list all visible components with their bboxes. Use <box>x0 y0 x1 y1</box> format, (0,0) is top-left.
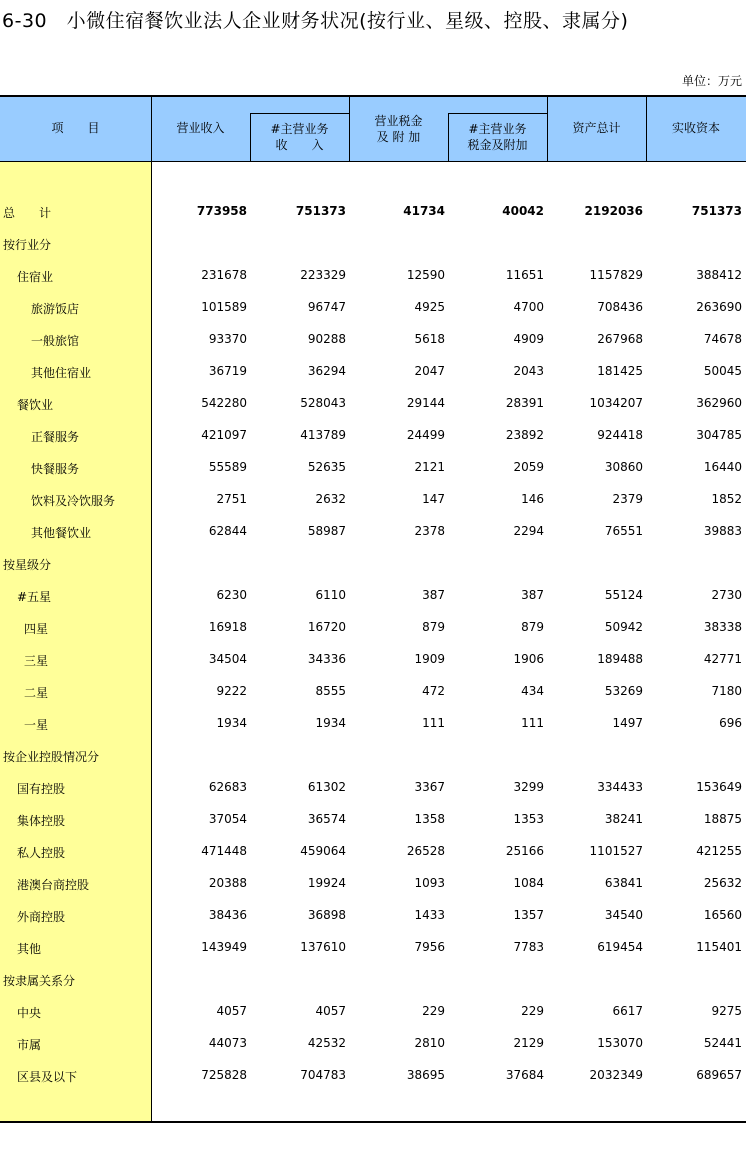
table-cell: 223329 <box>300 268 346 282</box>
row-label: 港澳台商控股 <box>17 878 90 892</box>
table-cell: 42532 <box>307 1036 346 1050</box>
row-label: 四星 <box>24 622 49 636</box>
table-cell: 751373 <box>295 204 346 218</box>
table-cell: 2751 <box>216 492 247 506</box>
table-cell: 6617 <box>612 1004 643 1018</box>
table-bottom-border <box>0 1121 746 1123</box>
table-cell: 76551 <box>604 524 643 538</box>
table-cell: 52441 <box>703 1036 742 1050</box>
table-cell: 2047 <box>414 364 445 378</box>
table-cell: 146 <box>521 492 544 506</box>
table-cell: 9222 <box>216 684 247 698</box>
table-cell: 50942 <box>604 620 643 634</box>
table-cell: 229 <box>422 1004 445 1018</box>
header-item: 项 目 <box>51 121 100 135</box>
table-cell: 1909 <box>414 652 445 666</box>
column-divider <box>151 95 152 1121</box>
header-capital: 实收资本 <box>671 121 720 135</box>
table-cell: 28391 <box>505 396 544 410</box>
header-revenue: 营业收入 <box>176 121 225 135</box>
table-cell: 19924 <box>307 876 346 890</box>
table-cell: 52635 <box>307 460 346 474</box>
table-cell: 44073 <box>208 1036 247 1050</box>
table-cell: 1497 <box>612 716 643 730</box>
table-cell: 1433 <box>414 908 445 922</box>
table-cell: 40042 <box>502 204 544 218</box>
table-cell: 2730 <box>711 588 742 602</box>
table-cell: 23892 <box>505 428 544 442</box>
table-cell: 362960 <box>696 396 742 410</box>
table-cell: 18875 <box>703 812 742 826</box>
table-cell: 704783 <box>300 1068 346 1082</box>
table-cell: 36719 <box>208 364 247 378</box>
header-main-revenue: 收 入 <box>275 138 324 152</box>
table-cell: 36898 <box>307 908 346 922</box>
table-cell: 2378 <box>414 524 445 538</box>
row-label: 总 计 <box>3 206 52 220</box>
header-tax: 及 附 加 <box>376 130 421 144</box>
table-cell: 924418 <box>597 428 643 442</box>
table-cell: 34336 <box>307 652 346 666</box>
table-cell: 42771 <box>703 652 742 666</box>
table-cell: 37684 <box>505 1068 544 1082</box>
table-cell: 619454 <box>597 940 643 954</box>
table-cell: 101589 <box>201 300 247 314</box>
table-cell: 53269 <box>604 684 643 698</box>
table-cell: 16720 <box>307 620 346 634</box>
table-cell: 38241 <box>604 812 643 826</box>
table-cell: 111 <box>422 716 445 730</box>
unit-label: 单位：万元 <box>681 74 742 88</box>
row-label: 市属 <box>17 1038 42 1052</box>
table-cell: 90288 <box>307 332 346 346</box>
table-cell: 62683 <box>208 780 247 794</box>
table-cell: 1084 <box>513 876 544 890</box>
table-cell: 2294 <box>513 524 544 538</box>
table-cell: 93370 <box>208 332 247 346</box>
table-cell: 434 <box>521 684 544 698</box>
table-cell: 7956 <box>414 940 445 954</box>
row-label: 外商控股 <box>17 910 66 924</box>
row-label: 一星 <box>24 718 49 732</box>
table-cell: 181425 <box>597 364 643 378</box>
table-cell: 725828 <box>201 1068 247 1082</box>
table-cell: 4057 <box>315 1004 346 1018</box>
table-cell: 773958 <box>196 204 247 218</box>
table-cell: 6230 <box>216 588 247 602</box>
row-label: 按企业控股情况分 <box>3 750 100 764</box>
row-label: 其他 <box>17 942 42 956</box>
table-cell: 471448 <box>201 844 247 858</box>
row-label: 中央 <box>17 1006 42 1020</box>
table-cell: 16560 <box>703 908 742 922</box>
table-cell: 1357 <box>513 908 544 922</box>
row-label: 一般旅馆 <box>31 334 80 348</box>
table-cell: 96747 <box>307 300 346 314</box>
data-table <box>0 95 746 1123</box>
table-cell: 421097 <box>201 428 247 442</box>
table-cell: 61302 <box>307 780 346 794</box>
table-cell: 30860 <box>604 460 643 474</box>
table-cell: 751373 <box>691 204 742 218</box>
table-cell: 153070 <box>597 1036 643 1050</box>
row-label: 其他住宿业 <box>31 366 92 380</box>
header-assets: 资产总计 <box>572 121 621 135</box>
table-cell: 1353 <box>513 812 544 826</box>
table-cell: 153649 <box>696 780 742 794</box>
table-cell: 38695 <box>406 1068 445 1082</box>
table-cell: 4700 <box>513 300 544 314</box>
table-cell: 2810 <box>414 1036 445 1050</box>
table-cell: 1157829 <box>589 268 643 282</box>
row-label: 按隶属关系分 <box>3 974 76 988</box>
subheader-divider <box>448 113 548 114</box>
table-cell: 229 <box>521 1004 544 1018</box>
table-cell: 34504 <box>208 652 247 666</box>
table-cell: 388412 <box>696 268 742 282</box>
table-cell: 1934 <box>315 716 346 730</box>
table-cell: 74678 <box>703 332 742 346</box>
row-label: 住宿业 <box>17 270 54 284</box>
table-cell: 37054 <box>208 812 247 826</box>
table-cell: 16918 <box>208 620 247 634</box>
row-label: #五星 <box>17 590 52 604</box>
table-cell: 542280 <box>201 396 247 410</box>
table-cell: 24499 <box>406 428 445 442</box>
table-cell: 26528 <box>406 844 445 858</box>
table-cell: 58987 <box>307 524 346 538</box>
table-cell: 55589 <box>208 460 247 474</box>
header-main-revenue: #主营业务 <box>270 122 329 136</box>
table-cell: 9275 <box>711 1004 742 1018</box>
table-cell: 3299 <box>513 780 544 794</box>
table-cell: 41734 <box>403 204 445 218</box>
table-cell: 2043 <box>513 364 544 378</box>
header-tax: 营业税金 <box>374 114 423 128</box>
table-cell: 879 <box>521 620 544 634</box>
table-cell: 2379 <box>612 492 643 506</box>
table-cell: 696 <box>719 716 742 730</box>
row-label: 私人控股 <box>17 846 66 860</box>
table-cell: 4909 <box>513 332 544 346</box>
table-cell: 879 <box>422 620 445 634</box>
table-cell: 2032349 <box>589 1068 643 1082</box>
table-cell: 472 <box>422 684 445 698</box>
table-cell: 143949 <box>201 940 247 954</box>
table-cell: 2192036 <box>584 204 643 218</box>
table-cell: 63841 <box>604 876 643 890</box>
table-cell: 2632 <box>315 492 346 506</box>
table-cell: 38338 <box>703 620 742 634</box>
table-cell: 413789 <box>300 428 346 442</box>
table-cell: 16440 <box>703 460 742 474</box>
table-cell: 1852 <box>711 492 742 506</box>
table-cell: 334433 <box>597 780 643 794</box>
table-cell: 708436 <box>597 300 643 314</box>
table-cell: 263690 <box>696 300 742 314</box>
table-cell: 1358 <box>414 812 445 826</box>
table-cell: 2059 <box>513 460 544 474</box>
table-cell: 115401 <box>696 940 742 954</box>
table-cell: 25166 <box>505 844 544 858</box>
table-cell: 55124 <box>604 588 643 602</box>
row-label: 区县及以下 <box>17 1070 78 1084</box>
page-title: 6-30 小微住宿餐饮业法人企业财务状况(按行业、星级、控股、隶属分) <box>2 10 629 32</box>
row-label: 国有控股 <box>17 782 66 796</box>
table-cell: 421255 <box>696 844 742 858</box>
table-cell: 137610 <box>300 940 346 954</box>
table-cell: 528043 <box>300 396 346 410</box>
table-cell: 50045 <box>703 364 742 378</box>
row-label: 饮料及冷饮服务 <box>31 494 116 508</box>
table-cell: 8555 <box>315 684 346 698</box>
table-cell: 1034207 <box>589 396 643 410</box>
table-cell: 689657 <box>696 1068 742 1082</box>
table-cell: 39883 <box>703 524 742 538</box>
table-cell: 25632 <box>703 876 742 890</box>
row-label: 快餐服务 <box>31 462 80 476</box>
header-main-tax: #主营业务 <box>468 122 527 136</box>
table-cell: 7783 <box>513 940 544 954</box>
row-label: 二星 <box>24 686 49 700</box>
table-cell: 1101527 <box>589 844 643 858</box>
table-cell: 459064 <box>300 844 346 858</box>
table-cell: 62844 <box>208 524 247 538</box>
row-label: 三星 <box>24 654 49 668</box>
table-cell: 36574 <box>307 812 346 826</box>
table-cell: 387 <box>521 588 544 602</box>
row-label: 旅游饭店 <box>31 302 80 316</box>
table-cell: 4925 <box>414 300 445 314</box>
table-cell: 189488 <box>597 652 643 666</box>
row-label: 集体控股 <box>17 814 66 828</box>
table-cell: 6110 <box>315 588 346 602</box>
table-cell: 7180 <box>711 684 742 698</box>
row-label: 正餐服务 <box>31 430 80 444</box>
table-cell: 29144 <box>406 396 445 410</box>
table-cell: 267968 <box>597 332 643 346</box>
table-cell: 4057 <box>216 1004 247 1018</box>
row-label: 按星级分 <box>3 558 52 572</box>
row-label: 其他餐饮业 <box>31 526 92 540</box>
table-cell: 11651 <box>505 268 544 282</box>
row-label: 餐饮业 <box>17 398 54 412</box>
table-cell: 5618 <box>414 332 445 346</box>
table-cell: 1934 <box>216 716 247 730</box>
table-cell: 20388 <box>208 876 247 890</box>
table-cell: 2121 <box>414 460 445 474</box>
table-cell: 147 <box>422 492 445 506</box>
table-cell: 12590 <box>406 268 445 282</box>
table-cell: 231678 <box>201 268 247 282</box>
table-cell: 3367 <box>414 780 445 794</box>
table-cell: 1093 <box>414 876 445 890</box>
table-cell: 387 <box>422 588 445 602</box>
table-cell: 34540 <box>604 908 643 922</box>
subheader-divider <box>250 113 350 114</box>
table-cell: 36294 <box>307 364 346 378</box>
table-cell: 1906 <box>513 652 544 666</box>
table-cell: 2129 <box>513 1036 544 1050</box>
table-cell: 38436 <box>208 908 247 922</box>
table-cell: 111 <box>521 716 544 730</box>
row-label: 按行业分 <box>3 238 52 252</box>
header-main-tax: 税金及附加 <box>467 138 528 152</box>
table-cell: 304785 <box>696 428 742 442</box>
